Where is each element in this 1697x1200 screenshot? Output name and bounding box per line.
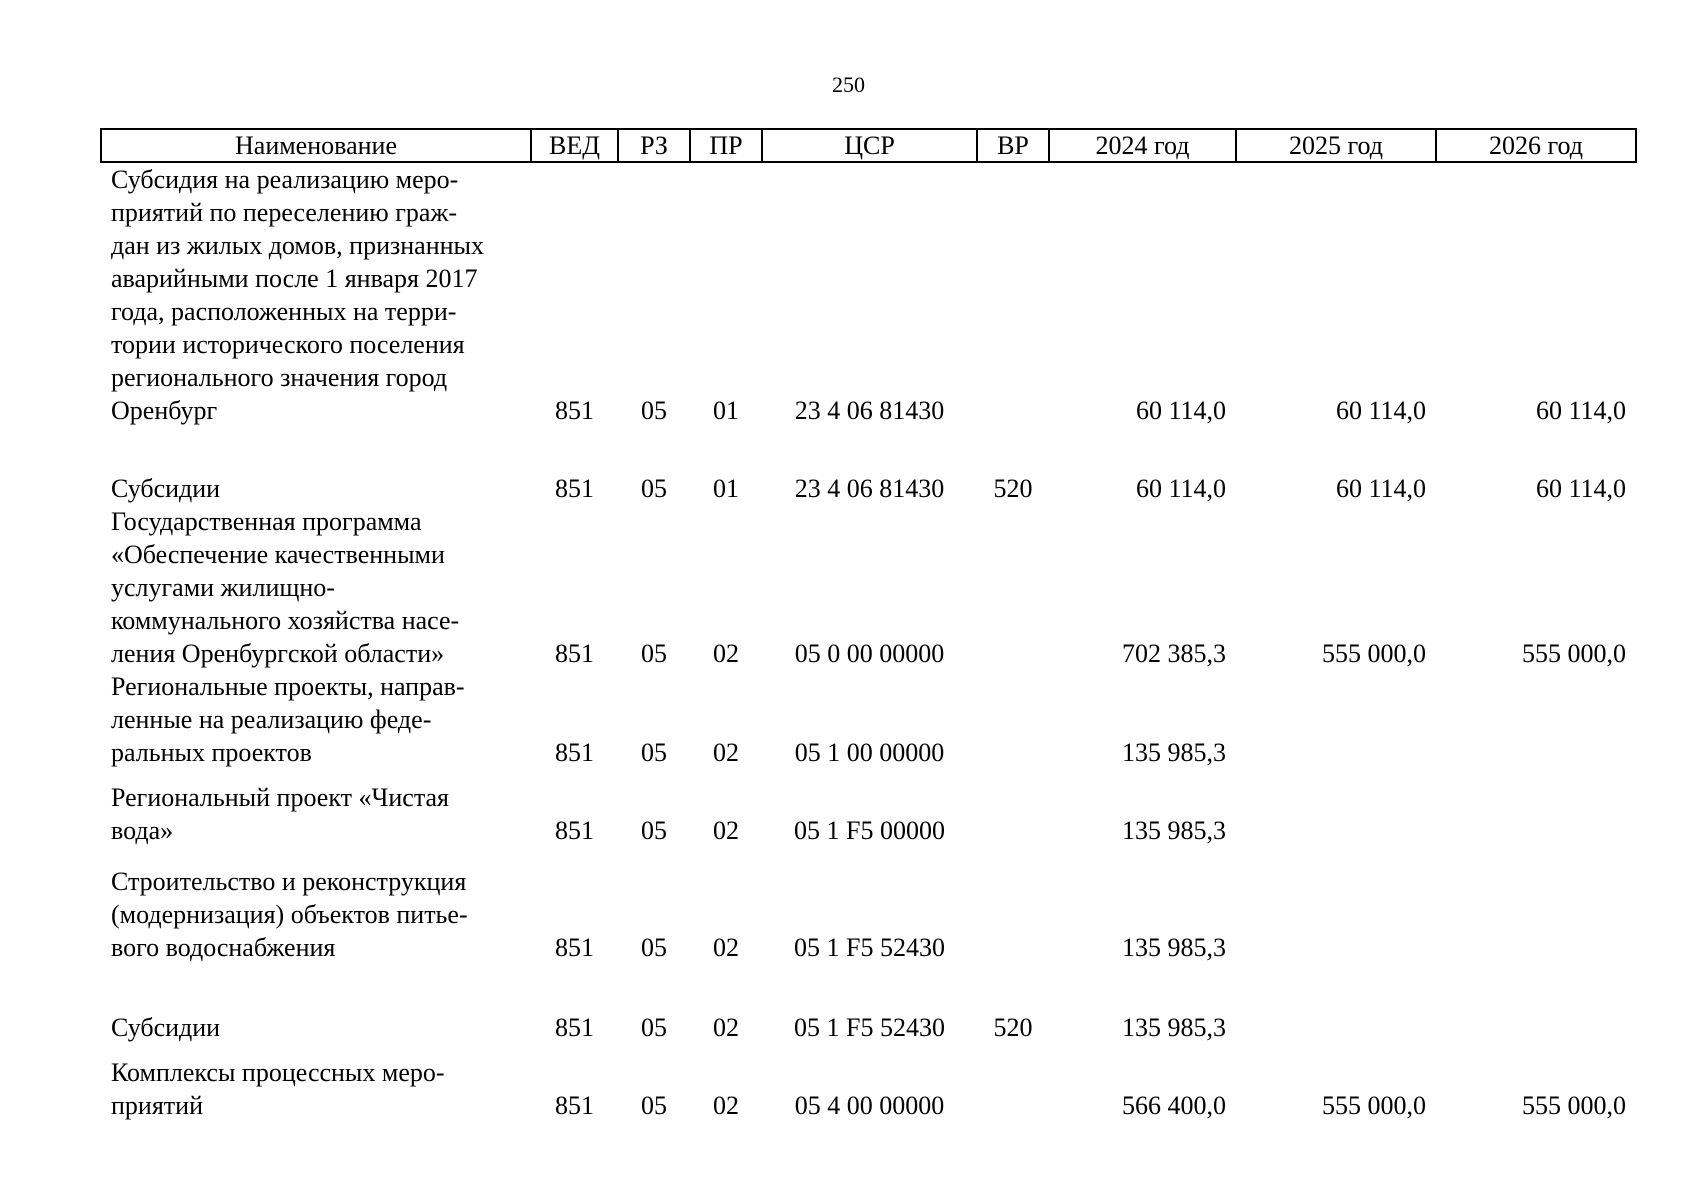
row-2025: 60 114,0 — [1335, 396, 1426, 425]
row-ved: 851 — [555, 816, 594, 845]
row-2024: 60 114,0 — [1135, 396, 1226, 425]
row-ved: 851 — [555, 738, 594, 767]
header-name: Наименование — [101, 129, 531, 162]
row-rz: 05 — [641, 639, 667, 668]
header-csr: ЦСР — [762, 129, 977, 162]
row-pr: 02 — [713, 1013, 739, 1042]
header-ved: ВЕД — [531, 129, 618, 162]
row-csr: 05 1 F5 52430 — [794, 1013, 945, 1042]
row-2024: 566 400,0 — [1122, 1091, 1226, 1120]
table-row — [101, 964, 1636, 1044]
row-rz: 05 — [641, 1091, 667, 1120]
row-ved: 851 — [555, 639, 594, 668]
table-body — [101, 162, 1636, 1122]
row-2025: 555 000,0 — [1322, 1091, 1426, 1120]
row-name: Комплексы процессных меро- приятий — [111, 1058, 445, 1120]
row-rz: 05 — [641, 933, 667, 962]
row-pr: 01 — [713, 474, 739, 503]
row-ved: 851 — [555, 933, 594, 962]
row-vr — [977, 847, 1049, 964]
row-csr: 05 1 F5 00000 — [794, 816, 945, 845]
row-name: Региональный проект «Чистая вода» — [111, 783, 449, 845]
header-2024: 2024 год — [1049, 129, 1236, 162]
row-name: Субсидии — [111, 474, 221, 503]
row-csr: 05 4 00 00000 — [794, 1091, 945, 1120]
table-row — [101, 769, 1636, 847]
table-row — [101, 427, 1636, 505]
row-2024: 135 985,3 — [1122, 933, 1226, 962]
row-vr: 520 — [993, 1013, 1033, 1042]
row-ved: 851 — [555, 474, 594, 503]
row-vr — [977, 1044, 1049, 1122]
row-rz: 05 — [641, 396, 667, 425]
row-ved: 851 — [555, 396, 594, 425]
row-pr: 02 — [713, 933, 739, 962]
row-2026 — [1436, 847, 1636, 964]
header-2025: 2025 год — [1236, 129, 1436, 162]
row-vr — [977, 505, 1049, 670]
row-pr: 01 — [713, 396, 739, 425]
row-ved: 851 — [555, 1091, 594, 1120]
row-name: Субсидии — [111, 1013, 221, 1042]
row-2025: 555 000,0 — [1322, 639, 1426, 668]
row-2025 — [1236, 670, 1436, 769]
row-2026 — [1436, 769, 1636, 847]
row-2025 — [1236, 847, 1436, 964]
row-2025 — [1236, 964, 1436, 1044]
row-csr: 05 1 F5 52430 — [794, 933, 945, 962]
budget-table — [100, 128, 1637, 1122]
table-row — [101, 847, 1636, 964]
header-2026: 2026 год — [1436, 129, 1636, 162]
row-2025 — [1236, 769, 1436, 847]
row-2026: 60 114,0 — [1535, 396, 1626, 425]
row-vr — [977, 769, 1049, 847]
row-2026 — [1436, 964, 1636, 1044]
row-name: Строительство и реконструкция (модернизация) объектов питье- вого водоснабжения — [111, 867, 468, 962]
row-vr: 520 — [993, 474, 1033, 503]
row-2025: 60 114,0 — [1335, 474, 1426, 503]
row-rz: 05 — [641, 738, 667, 767]
row-rz: 05 — [641, 1013, 667, 1042]
row-csr: 23 4 06 81430 — [794, 474, 945, 503]
row-pr: 02 — [713, 816, 739, 845]
row-ved: 851 — [555, 1013, 594, 1042]
row-csr: 05 1 00 00000 — [794, 738, 945, 767]
row-vr — [977, 162, 1049, 427]
row-2024: 135 985,3 — [1122, 816, 1226, 845]
table-row — [101, 1044, 1636, 1122]
table-header — [101, 129, 1636, 162]
table-row — [101, 162, 1636, 427]
row-rz: 05 — [641, 816, 667, 845]
row-2024: 135 985,3 — [1122, 738, 1226, 767]
row-vr — [977, 670, 1049, 769]
row-2024: 702 385,3 — [1122, 639, 1226, 668]
row-name: Субсидия на реализацию меро- приятий по переселению граж- дан из жилых домов, признанных аварийными после 1 января 2017 года, расположенных на терри- тории исторического поселения регионального значения город Оренбург — [111, 165, 485, 425]
row-csr: 23 4 06 81430 — [794, 396, 945, 425]
row-pr: 02 — [713, 639, 739, 668]
row-2024: 135 985,3 — [1122, 1013, 1226, 1042]
table-row — [101, 670, 1636, 769]
header-row — [101, 129, 1636, 162]
table-row — [101, 505, 1636, 670]
row-2024: 60 114,0 — [1135, 474, 1226, 503]
row-2026: 555 000,0 — [1522, 639, 1626, 668]
row-pr: 02 — [713, 738, 739, 767]
row-name: Государственная программа «Обеспечение качественными услугами жилищно- коммунального хозяйства насе- ления Оренбургской области» — [111, 507, 460, 668]
row-2026: 60 114,0 — [1535, 474, 1626, 503]
row-csr: 05 0 00 00000 — [794, 639, 945, 668]
page-number: 250 — [832, 72, 865, 97]
header-pr: ПР — [690, 129, 762, 162]
row-pr: 02 — [713, 1091, 739, 1120]
row-2026: 555 000,0 — [1522, 1091, 1626, 1120]
row-name: Региональные проекты, направ- ленные на реализацию феде- ральных проектов — [111, 672, 465, 767]
row-rz: 05 — [641, 474, 667, 503]
row-2026 — [1436, 670, 1636, 769]
header-vr: ВР — [977, 129, 1049, 162]
header-rz: РЗ — [618, 129, 690, 162]
